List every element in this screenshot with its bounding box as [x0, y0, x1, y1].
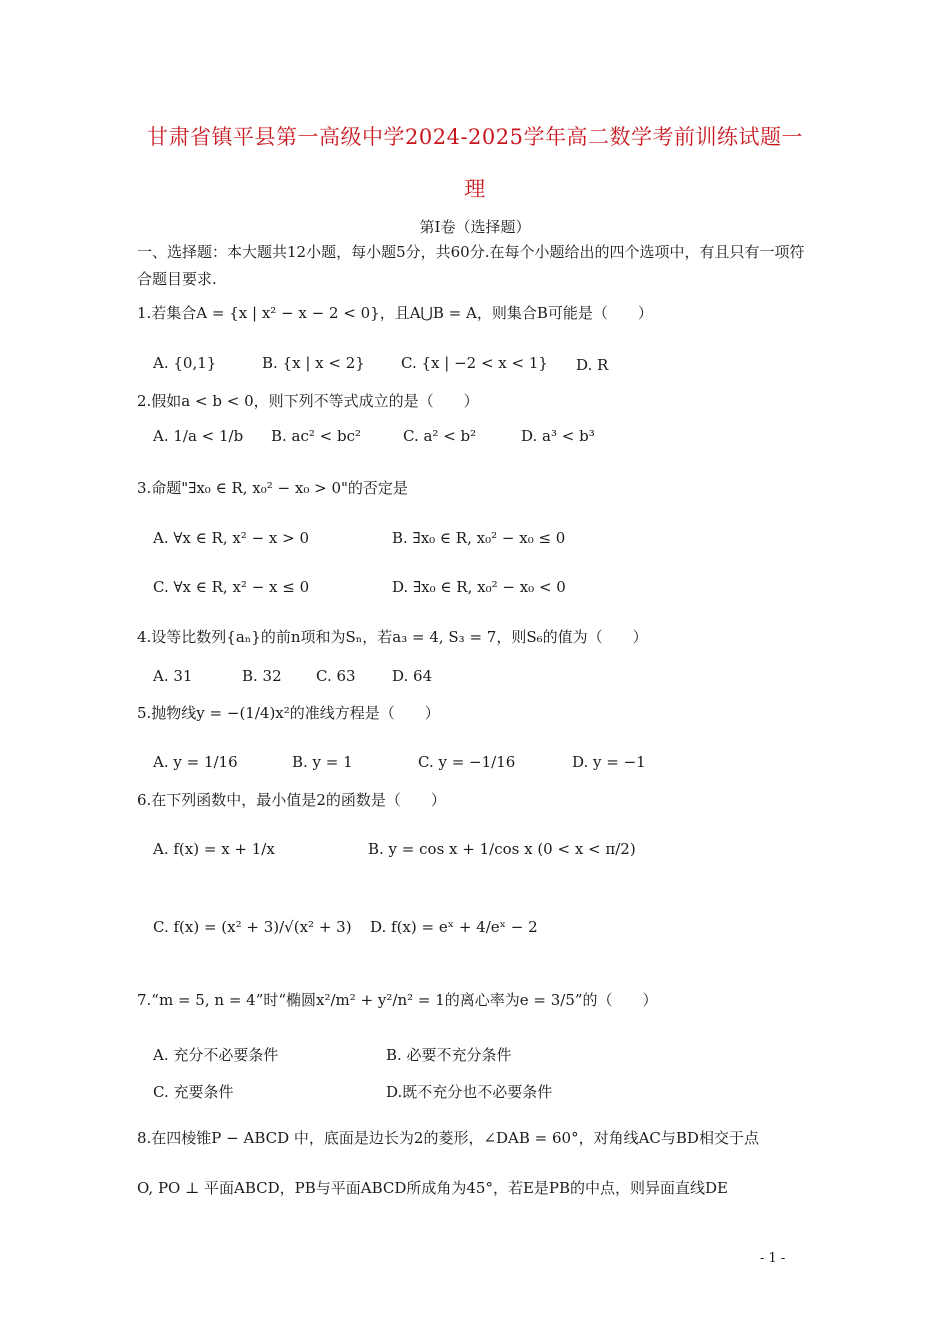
question-2-option-a: A. 1/a < 1/b: [153, 427, 244, 445]
question-2-option-c: C. a² < b²: [403, 427, 477, 445]
page-number: - 1 -: [760, 1251, 786, 1266]
question-7-stem: 7.“m = 5, n = 4”时“椭圆x²/m² + y²/n² = 1的离心率为e = 3/5”的（ ）: [137, 991, 658, 1009]
question-7-option-d: D.既不充分也不必要条件: [386, 1083, 553, 1101]
question-2-stem: 2.假如a < b < 0，则下列不等式成立的是（ ）: [137, 392, 479, 410]
question-6-option-a: A. f(x) = x + 1/x: [153, 840, 275, 858]
question-5-option-a: A. y = 1/16: [153, 753, 238, 771]
question-4-option-d: D. 64: [392, 667, 433, 685]
section-heading: 第Ⅰ卷（选择题）: [419, 218, 531, 236]
question-5-option-d: D. y = −1: [572, 753, 646, 771]
question-2-option-d: D. a³ < b³: [521, 427, 595, 445]
question-3-stem: 3.命题"∃x₀ ∈ R, x₀² − x₀ > 0"的否定是: [137, 479, 408, 497]
question-7-option-c: C. 充要条件: [153, 1083, 234, 1101]
question-4-option-a: A. 31: [153, 667, 193, 685]
question-6-option-b: B. y = cos x + 1/cos x (0 < x < π/2): [368, 840, 636, 858]
question-5-option-c: C. y = −1/16: [418, 753, 516, 771]
question-4-option-b: B. 32: [242, 667, 282, 685]
question-3-option-d: D. ∃x₀ ∈ R, x₀² − x₀ < 0: [392, 578, 566, 596]
question-1-stem: 1.若集合A = {x | x² − x − 2 < 0}，且A⋃B = A，则集合B可能是（ ）: [137, 304, 653, 322]
question-1-option-c: C. {x | −2 < x < 1}: [401, 354, 548, 372]
question-6-stem: 6.在下列函数中，最小值是2的函数是（ ）: [137, 791, 446, 809]
question-3-option-c: C. ∀x ∈ R, x² − x ≤ 0: [153, 578, 310, 596]
exam-title-line1: 甘肃省镇平县第一高级中学2024-2025学年高二数学考前训练试题一: [147, 125, 803, 149]
question-2-option-b: B. ac² < bc²: [271, 427, 362, 445]
question-7-option-a: A. 充分不必要条件: [153, 1046, 279, 1064]
question-6-option-c: C. f(x) = (x² + 3)/√(x² + 3): [153, 918, 352, 936]
question-3-option-b: B. ∃x₀ ∈ R, x₀² − x₀ ≤ 0: [392, 529, 566, 547]
question-5-option-b: B. y = 1: [292, 753, 353, 771]
question-4-option-c: C. 63: [316, 667, 356, 685]
exam-title-line2: 理: [464, 177, 486, 201]
question-6-option-d: D. f(x) = eˣ + 4/eˣ − 2: [370, 918, 538, 936]
question-5-stem: 5.抛物线y = −(1/4)x²的准线方程是（ ）: [137, 704, 440, 722]
question-1-option-b: B. {x | x < 2}: [262, 354, 365, 372]
question-1-option-a: A. {0,1}: [153, 354, 217, 372]
question-7-option-b: B. 必要不充分条件: [386, 1046, 512, 1064]
section-instructions: 一、选择题：本大题共12小题，每小题5分，共60分.在每个小题给出的四个选项中，有且只有一项符合题目要求.: [137, 243, 805, 288]
question-8-stem-line1: 8.在四棱锥P − ABCD 中，底面是边长为2的菱形，∠DAB = 60°，对角线AC与BD相交于点: [137, 1129, 759, 1147]
question-1-option-d: D. R: [576, 356, 609, 374]
question-3-option-a: A. ∀x ∈ R, x² − x > 0: [153, 529, 310, 547]
question-8-stem-line2: O, PO ⊥ 平面ABCD，PB与平面ABCD所成角为45°，若E是PB的中点，则异面直线DE: [137, 1179, 729, 1197]
question-4-stem: 4.设等比数列{aₙ}的前n项和为Sₙ，若a₃ = 4, S₃ = 7，则S₆的值为（ ）: [137, 628, 648, 646]
